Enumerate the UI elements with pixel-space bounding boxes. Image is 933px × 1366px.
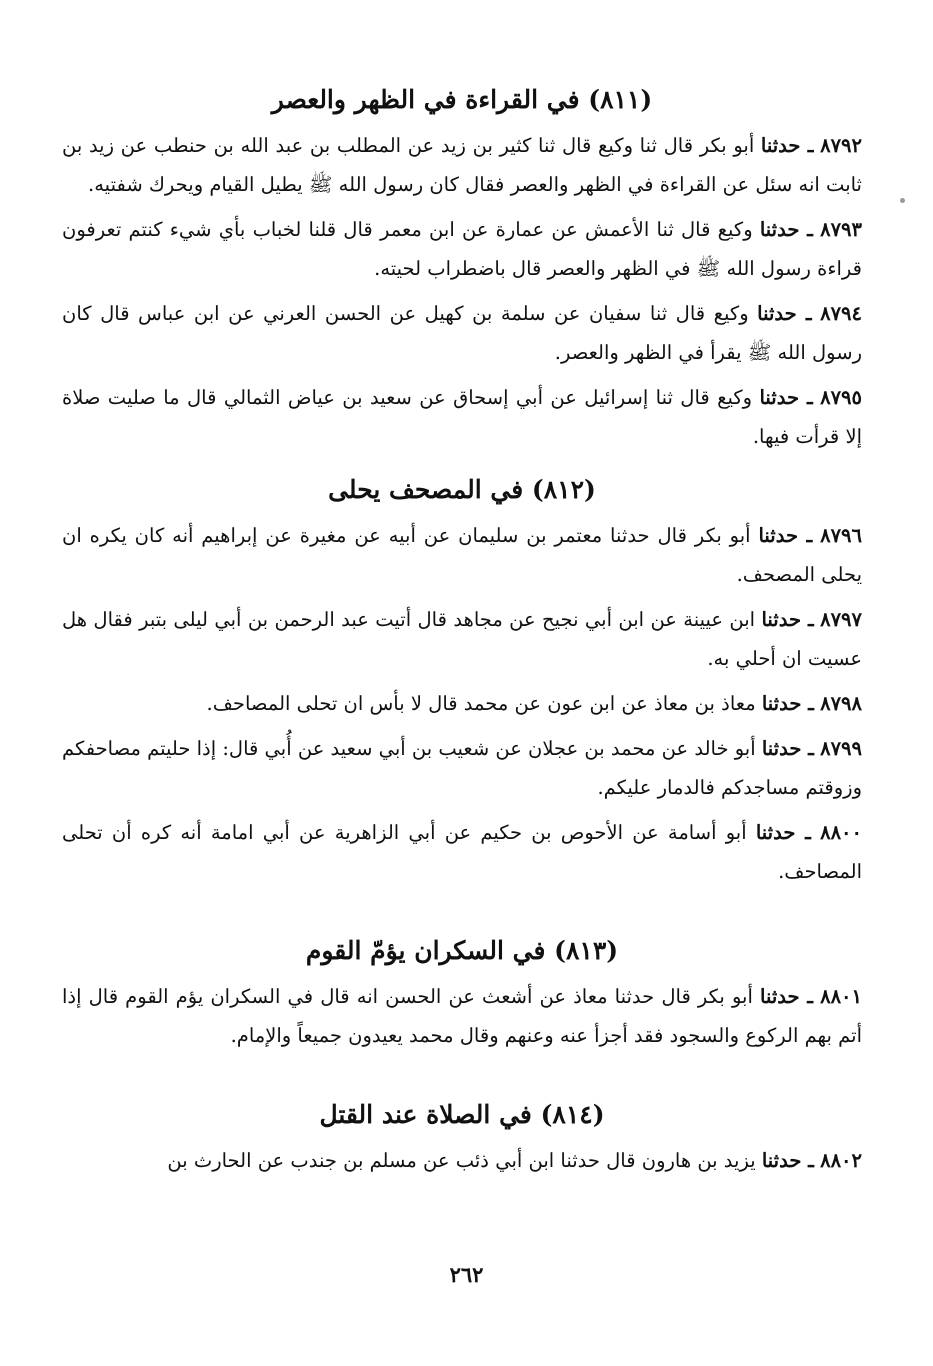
hadith-text: أبو بكر قال ثنا وكيع قال ثنا كثير بن زيد عن المطلب بن عبد الله بن حنطب عن زيد بن ثابت انه سئل عن القراءة في الظهر والعصر فقال كان رسول الله ﷺ يطيل القيام ويحرك شفتيه. [62,134,862,196]
hadith-intro: ـ حدثنا [755,821,811,844]
hadith-text: أبو بكر قال حدثنا معاذ عن أشعث عن الحسن انه قال في السكران يؤم القوم قال إذا أتم بهم الركوع والسجود فقد أجزأ عنه وعنهم وقال محمد يعيدون جميعاً والإمام. [62,985,862,1047]
hadith-text: وكيع قال ثنا الأعمش عن عمارة عن ابن معمر قال قلنا لخباب بأي شيء كنتم تعرفون قراءة رسول الله ﷺ في الظهر والعصر قال باضطراب لحيته. [62,218,862,280]
hadith-8794 [62,294,862,372]
hadith-intro: ـ حدثنا [759,386,813,409]
hadith-number: ٨٨٠٢ [820,1149,862,1172]
hadith-intro: ـ حدثنا [760,985,813,1008]
hadith-text: وكيع قال ثنا سفيان عن سلمة بن كهيل عن الحسن العرني عن ابن عباس قال كان رسول الله ﷺ يقرأ في الظهر والعصر. [62,302,862,364]
hadith-number: ٨٧٩٥ [820,386,863,409]
scan-speck [900,198,905,203]
hadith-8801 [62,977,862,1055]
hadith-intro: ـ حدثنا [760,134,814,157]
hadith-number: ٨٨٠١ [820,985,862,1008]
page-number: ٢٦٢ [449,1262,484,1287]
section-title-811: (٨١١) في القراءة في الظهر والعصر [271,85,653,114]
hadith-intro: ـ حدثنا [757,302,812,325]
hadith-intro: ـ حدثنا [758,524,813,547]
hadith-number: ٨٧٩٦ [820,524,863,547]
hadith-text: وكيع قال ثنا إسرائيل عن أبي إسحاق عن سعيد بن عياض الثمالي قال ما صليت صلاة إلا قرأت فيها. [62,386,862,448]
hadith-8800 [62,813,862,891]
hadith-text: ابن عيينة عن ابن أبي نجيح عن مجاهد قال أتيت عبد الرحمن بن أبي ليلى بتبر فقال هل عسيت ان أحلي به. [62,608,862,670]
section-title-814: (٨١٤) في الصلاة عند القتل [319,1100,605,1129]
hadith-intro: ـ حدثنا [761,737,814,760]
hadith-8799 [62,729,862,807]
hadith-number: ٨٧٩٢ [820,134,862,157]
section-title-813: (٨١٣) في السكران يؤمّ القوم [305,936,619,965]
hadith-number: ٨٨٠٠ [820,821,863,844]
section-title-812: (٨١٢) في المصحف يحلى [328,475,596,504]
text-column [62,80,862,1180]
hadith-intro: ـ حدثنا [761,608,814,631]
hadith-number: ٨٧٩٣ [820,218,863,241]
hadith-8793 [62,210,862,288]
hadith-8798 [62,684,862,723]
hadith-8797 [62,600,862,678]
hadith-number: ٨٧٩٤ [820,302,862,325]
hadith-number: ٨٧٩٨ [820,692,862,715]
hadith-text: يزيد بن هارون قال حدثنا ابن أبي ذئب عن مسلم بن جندب عن الحارث بن [167,1149,762,1172]
hadith-8795 [62,378,862,456]
hadith-number: ٨٧٩٧ [820,608,863,631]
hadith-number: ٨٧٩٩ [820,737,863,760]
hadith-8802 [62,1141,862,1180]
hadith-intro: ـ حدثنا [759,218,813,241]
hadith-text: أبو خالد عن محمد بن عجلان عن شعيب بن أبي سعيد عن أُبي قال: إذا حليتم مصاحفكم وزوقتم مساجدكم فالدمار عليكم. [62,737,862,799]
hadith-intro: ـ حدثنا [761,1149,814,1172]
hadith-text: أبو أسامة عن الأحوص بن حكيم عن أبي الزاهرية عن أبي امامة أنه كره أن تحلى المصاحف. [62,821,862,883]
hadith-8796 [62,516,862,594]
hadith-8792 [62,126,862,204]
hadith-text: أبو بكر قال حدثنا معتمر بن سليمان عن أبيه عن مغيرة عن إبراهيم أنه كان يكره ان يحلى المصحف. [62,524,862,586]
hadith-intro: ـ حدثنا [761,692,814,715]
hadith-text: معاذ بن معاذ عن ابن عون عن محمد قال لا بأس ان تحلى المصاحف. [206,692,762,715]
